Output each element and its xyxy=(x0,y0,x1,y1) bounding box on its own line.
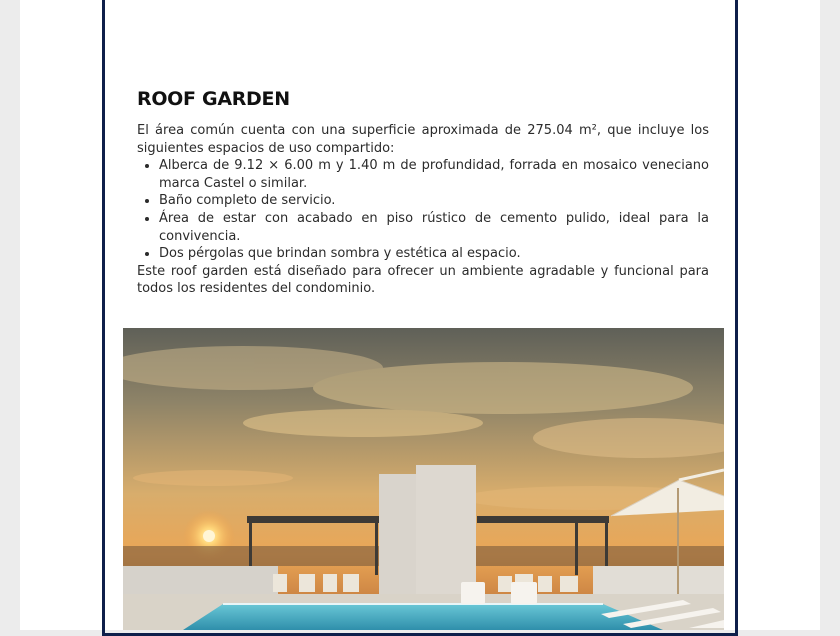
list-item: • Dos pérgolas que brindan sombra y estética al espacio. xyxy=(159,245,709,263)
list-item: • Área de estar con acabado en piso rústico de cemento pulido, ideal para la convivencia. xyxy=(159,210,709,245)
roof-garden-section xyxy=(137,88,709,298)
pool xyxy=(183,604,663,630)
intro-paragraph: El área común cuenta con una superficie aproximada de 275.04 m², que incluye los siguientes espacios de uso compartido: xyxy=(137,123,709,156)
section-title: ROOF GARDEN xyxy=(137,88,290,110)
closing-paragraph: Este roof garden está diseñado para ofrecer un ambiente agradable y funcional para todos los residentes del condominio. xyxy=(137,263,709,297)
list-item: • Baño completo de servicio. xyxy=(159,192,709,210)
amenities-list xyxy=(137,157,709,263)
list-item: • Alberca de 9.12 × 6.00 m y 1.40 m de profundidad, forrada en mosaico veneciano marca Castel o similar. xyxy=(159,157,709,192)
roof-garden-render-image xyxy=(123,328,724,630)
central-walls xyxy=(379,465,476,602)
